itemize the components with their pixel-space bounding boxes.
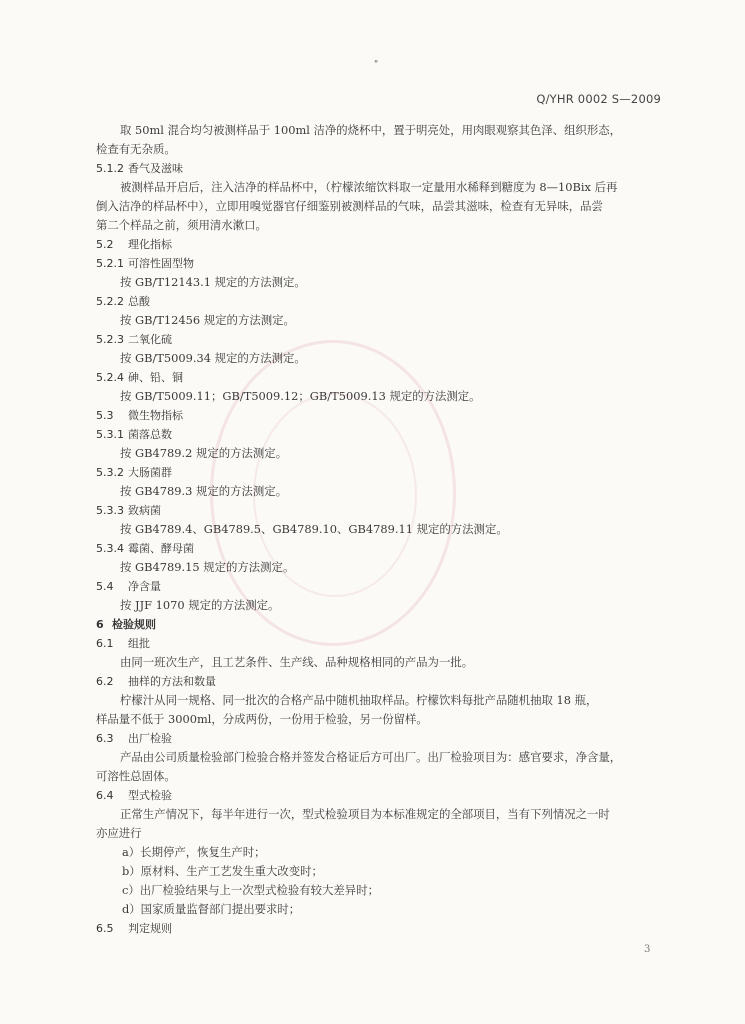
section-heading-6: 6 检验规则 (96, 618, 156, 631)
section-heading-5-2-2: 5.2.2 总酸 (96, 295, 150, 308)
page-number: 3 (644, 944, 651, 955)
paragraph-line: 被测样品开启后，注入洁净的样品杯中，（柠檬浓缩饮料取一定量用水稀释到糖度为 8—10Bix 后再 (120, 180, 618, 194)
paragraph-line: 按 GB4789.2 规定的方法测定。 (120, 446, 288, 460)
section-heading-5-3-1: 5.3.1 菌落总数 (96, 428, 172, 441)
section-heading-6-4: 6.4 型式检验 (96, 789, 172, 802)
paragraph-line: 按 GB4789.4、GB4789.5、GB4789.10、GB4789.11 规定的方法测定。 (120, 522, 508, 536)
top-mark: " (374, 60, 379, 70)
section-heading-5-3: 5.3 微生物指标 (96, 409, 183, 422)
paragraph-line: 亦应进行 (96, 826, 142, 840)
paragraph-line: 倒入洁净的样品杯中），立即用嗅觉器官仔细鉴别被测样品的气味，品尝其滋味，检查有无异味，品尝 (96, 199, 603, 213)
paragraph-line: 按 GB/T12456 规定的方法测定。 (120, 313, 295, 327)
paragraph-line: 柠檬汁从同一规格、同一批次的合格产品中随机抽取样品。柠檬饮料每批产品随机抽取 18 瓶， (120, 693, 598, 707)
paragraph-line: 按 GB4789.15 规定的方法测定。 (120, 560, 295, 574)
section-heading-6-1: 6.1 组批 (96, 637, 150, 650)
paragraph-line: 产品由公司质量检验部门检验合格并签发合格证后方可出厂。出厂检验项目为：感官要求，净含量， (120, 750, 622, 764)
section-heading-6-2: 6.2 抽样的方法和数量 (96, 675, 216, 688)
paragraph-line: 按 JJF 1070 规定的方法测定。 (120, 598, 280, 612)
paragraph-line: 取 50ml 混合均匀被测样品于 100ml 洁净的烧杯中，置于明亮处，用肉眼观察其色泽、组织形态， (120, 123, 622, 137)
document-body (96, 121, 666, 938)
section-heading-5-3-3: 5.3.3 致病菌 (96, 504, 161, 517)
section-heading-5-3-2: 5.3.2 大肠菌群 (96, 466, 172, 479)
section-heading-6-3: 6.3 出厂检验 (96, 732, 172, 745)
list-item: b）原材料、生产工艺发生重大改变时； (122, 864, 323, 878)
list-item: a）长期停产，恢复生产时； (122, 845, 266, 859)
paragraph-line: 可溶性总固体。 (96, 769, 176, 783)
paragraph-line: 样品量不低于 3000ml，分成两份，一份用于检验，另一份留样。 (96, 712, 428, 726)
paragraph-line: 由同一班次生产，且工艺条件、生产线、品种规格相同的产品为一批。 (120, 655, 474, 669)
section-heading-5-2-3: 5.2.3 二氧化硫 (96, 333, 172, 346)
paragraph-line: 按 GB/T5009.11；GB/T5009.12；GB/T5009.13 规定的方法测定。 (120, 389, 481, 403)
section-heading-6-5: 6.5 判定规则 (96, 922, 172, 935)
paragraph-line: 正常生产情况下，每半年进行一次，型式检验项目为本标准规定的全部项目，当有下列情况之一时 (120, 807, 610, 821)
paragraph-line: 按 GB/T5009.34 规定的方法测定。 (120, 351, 306, 365)
section-heading-5-3-4: 5.3.4 霉菌、酵母菌 (96, 542, 194, 555)
paragraph-line: 按 GB/T12143.1 规定的方法测定。 (120, 275, 306, 289)
paragraph-line: 检查有无杂质。 (96, 142, 176, 156)
paragraph-line: 第二个样品之前，须用清水漱口。 (96, 218, 267, 232)
section-heading-5-2-1: 5.2.1 可溶性固型物 (96, 257, 194, 270)
section-heading-5-4: 5.4 净含量 (96, 580, 161, 593)
list-item: d）国家质量监督部门提出要求时； (122, 902, 301, 916)
section-heading-5-1-2: 5.1.2 香气及滋味 (96, 162, 183, 175)
list-item: c）出厂检验结果与上一次型式检验有较大差异时； (122, 883, 379, 897)
document-code: Q/YHR 0002 S—2009 (536, 92, 661, 106)
section-heading-5-2: 5.2 理化指标 (96, 238, 172, 251)
section-heading-5-2-4: 5.2.4 砷、铅、铜 (96, 371, 183, 384)
paragraph-line: 按 GB4789.3 规定的方法测定。 (120, 484, 288, 498)
